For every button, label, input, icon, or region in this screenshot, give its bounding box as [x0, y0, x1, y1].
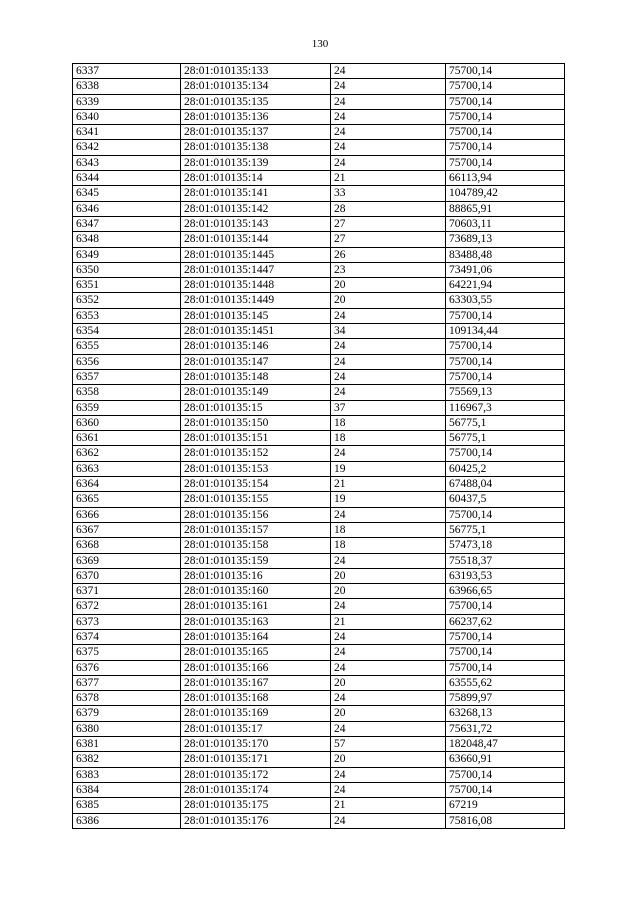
table-row — [73, 813, 565, 828]
table-row — [73, 782, 565, 797]
row-number-cell: 6341 — [73, 125, 181, 140]
row-number-cell: 6381 — [73, 737, 181, 752]
row-number-cell: 6370 — [73, 568, 181, 583]
area-cell: 24 — [331, 79, 446, 94]
table-row — [73, 660, 565, 675]
area-cell: 24 — [331, 721, 446, 736]
area-cell: 21 — [331, 477, 446, 492]
row-number-cell: 6366 — [73, 507, 181, 522]
cadastral-number-cell: 28:01:010135:146 — [181, 339, 331, 354]
table-row — [73, 339, 565, 354]
area-cell: 27 — [331, 232, 446, 247]
row-number-cell: 6354 — [73, 324, 181, 339]
row-number-cell: 6362 — [73, 446, 181, 461]
value-cell: 75700,14 — [446, 354, 565, 369]
row-number-cell: 6338 — [73, 79, 181, 94]
value-cell: 75700,14 — [446, 79, 565, 94]
area-cell: 28 — [331, 201, 446, 216]
row-number-cell: 6373 — [73, 614, 181, 629]
area-cell: 24 — [331, 599, 446, 614]
area-cell: 24 — [331, 369, 446, 384]
table-row — [73, 538, 565, 553]
table-row — [73, 262, 565, 277]
cadastral-number-cell: 28:01:010135:16 — [181, 568, 331, 583]
area-cell: 20 — [331, 675, 446, 690]
table-row — [73, 400, 565, 415]
value-cell: 75700,14 — [446, 308, 565, 323]
area-cell: 24 — [331, 507, 446, 522]
table-row — [73, 645, 565, 660]
table-row — [73, 109, 565, 124]
area-cell: 20 — [331, 278, 446, 293]
table-row — [73, 171, 565, 186]
row-number-cell: 6357 — [73, 369, 181, 384]
row-number-cell: 6371 — [73, 584, 181, 599]
table-row — [73, 737, 565, 752]
cadastral-number-cell: 28:01:010135:139 — [181, 155, 331, 170]
value-cell: 75700,14 — [446, 507, 565, 522]
cadastral-number-cell: 28:01:010135:172 — [181, 767, 331, 782]
cadastral-number-cell: 28:01:010135:164 — [181, 629, 331, 644]
table-row — [73, 629, 565, 644]
table-row — [73, 584, 565, 599]
value-cell: 56775,1 — [446, 431, 565, 446]
table-row — [73, 308, 565, 323]
area-cell: 20 — [331, 568, 446, 583]
cadastral-number-cell: 28:01:010135:158 — [181, 538, 331, 553]
area-cell: 20 — [331, 752, 446, 767]
table-row — [73, 385, 565, 400]
row-number-cell: 6350 — [73, 262, 181, 277]
table-row — [73, 278, 565, 293]
value-cell: 63303,55 — [446, 293, 565, 308]
value-cell: 75700,14 — [446, 782, 565, 797]
area-cell: 24 — [331, 308, 446, 323]
row-number-cell: 6376 — [73, 660, 181, 675]
row-number-cell: 6358 — [73, 385, 181, 400]
cadastral-number-cell: 28:01:010135:133 — [181, 64, 331, 79]
row-number-cell: 6346 — [73, 201, 181, 216]
area-cell: 23 — [331, 262, 446, 277]
row-number-cell: 6384 — [73, 782, 181, 797]
area-cell: 27 — [331, 216, 446, 231]
row-number-cell: 6383 — [73, 767, 181, 782]
row-number-cell: 6379 — [73, 706, 181, 721]
row-number-cell: 6365 — [73, 492, 181, 507]
area-cell: 24 — [331, 94, 446, 109]
cadastral-number-cell: 28:01:010135:138 — [181, 140, 331, 155]
value-cell: 182048,47 — [446, 737, 565, 752]
row-number-cell: 6377 — [73, 675, 181, 690]
value-cell: 75700,14 — [446, 155, 565, 170]
area-cell: 24 — [331, 813, 446, 828]
value-cell: 75700,14 — [446, 629, 565, 644]
value-cell: 67488,04 — [446, 477, 565, 492]
cadastral-number-cell: 28:01:010135:1445 — [181, 247, 331, 262]
row-number-cell: 6337 — [73, 64, 181, 79]
value-cell: 75700,14 — [446, 446, 565, 461]
cadastral-number-cell: 28:01:010135:136 — [181, 109, 331, 124]
cadastral-number-cell: 28:01:010135:174 — [181, 782, 331, 797]
table-row — [73, 232, 565, 247]
table-row — [73, 94, 565, 109]
value-cell: 64221,94 — [446, 278, 565, 293]
cadastral-number-cell: 28:01:010135:17 — [181, 721, 331, 736]
area-cell: 20 — [331, 293, 446, 308]
value-cell: 63966,65 — [446, 584, 565, 599]
cadastral-number-cell: 28:01:010135:154 — [181, 477, 331, 492]
value-cell: 63660,91 — [446, 752, 565, 767]
value-cell: 88865,91 — [446, 201, 565, 216]
cadastral-number-cell: 28:01:010135:1447 — [181, 262, 331, 277]
area-cell: 18 — [331, 431, 446, 446]
row-number-cell: 6368 — [73, 538, 181, 553]
cadastral-number-cell: 28:01:010135:150 — [181, 415, 331, 430]
row-number-cell: 6349 — [73, 247, 181, 262]
area-cell: 24 — [331, 125, 446, 140]
row-number-cell: 6382 — [73, 752, 181, 767]
value-cell: 75518,37 — [446, 553, 565, 568]
table-row — [73, 324, 565, 339]
table-row — [73, 614, 565, 629]
table-row — [73, 186, 565, 201]
table-row — [73, 155, 565, 170]
table-row — [73, 553, 565, 568]
cadastral-number-cell: 28:01:010135:157 — [181, 522, 331, 537]
area-cell: 20 — [331, 584, 446, 599]
row-number-cell: 6360 — [73, 415, 181, 430]
value-cell: 57473,18 — [446, 538, 565, 553]
cadastral-number-cell: 28:01:010135:145 — [181, 308, 331, 323]
cadastral-number-cell: 28:01:010135:156 — [181, 507, 331, 522]
table-row — [73, 507, 565, 522]
area-cell: 18 — [331, 415, 446, 430]
table-row — [73, 706, 565, 721]
row-number-cell: 6361 — [73, 431, 181, 446]
area-cell: 20 — [331, 706, 446, 721]
area-cell: 24 — [331, 64, 446, 79]
area-cell: 24 — [331, 553, 446, 568]
cadastral-number-cell: 28:01:010135:143 — [181, 216, 331, 231]
value-cell: 75700,14 — [446, 767, 565, 782]
cadastral-number-cell: 28:01:010135:149 — [181, 385, 331, 400]
area-cell: 24 — [331, 155, 446, 170]
cadastral-number-cell: 28:01:010135:147 — [181, 354, 331, 369]
area-cell: 21 — [331, 171, 446, 186]
area-cell: 24 — [331, 767, 446, 782]
row-number-cell: 6363 — [73, 461, 181, 476]
table-row — [73, 461, 565, 476]
table-row — [73, 568, 565, 583]
cadastral-number-cell: 28:01:010135:160 — [181, 584, 331, 599]
cadastral-number-cell: 28:01:010135:176 — [181, 813, 331, 828]
table-row — [73, 431, 565, 446]
cadastral-number-cell: 28:01:010135:159 — [181, 553, 331, 568]
area-cell: 19 — [331, 461, 446, 476]
row-number-cell: 6359 — [73, 400, 181, 415]
value-cell: 66237,62 — [446, 614, 565, 629]
cadastral-number-cell: 28:01:010135:144 — [181, 232, 331, 247]
cadastral-number-cell: 28:01:010135:14 — [181, 171, 331, 186]
value-cell: 75700,14 — [446, 369, 565, 384]
area-cell: 21 — [331, 798, 446, 813]
table-row — [73, 369, 565, 384]
row-number-cell: 6356 — [73, 354, 181, 369]
table-row — [73, 125, 565, 140]
area-cell: 24 — [331, 446, 446, 461]
row-number-cell: 6367 — [73, 522, 181, 537]
cadastral-number-cell: 28:01:010135:165 — [181, 645, 331, 660]
row-number-cell: 6369 — [73, 553, 181, 568]
value-cell: 75700,14 — [446, 125, 565, 140]
table-row — [73, 216, 565, 231]
area-cell: 24 — [331, 782, 446, 797]
area-cell: 24 — [331, 645, 446, 660]
cadastral-number-cell: 28:01:010135:155 — [181, 492, 331, 507]
table-row — [73, 691, 565, 706]
cadastral-number-cell: 28:01:010135:1449 — [181, 293, 331, 308]
value-cell: 60437,5 — [446, 492, 565, 507]
value-cell: 67219 — [446, 798, 565, 813]
value-cell: 56775,1 — [446, 522, 565, 537]
table-row — [73, 64, 565, 79]
row-number-cell: 6375 — [73, 645, 181, 660]
row-number-cell: 6342 — [73, 140, 181, 155]
cadastral-number-cell: 28:01:010135:161 — [181, 599, 331, 614]
row-number-cell: 6347 — [73, 216, 181, 231]
row-number-cell: 6339 — [73, 94, 181, 109]
cadastral-number-cell: 28:01:010135:175 — [181, 798, 331, 813]
row-number-cell: 6343 — [73, 155, 181, 170]
area-cell: 33 — [331, 186, 446, 201]
table-row — [73, 293, 565, 308]
row-number-cell: 6386 — [73, 813, 181, 828]
table-row — [73, 522, 565, 537]
row-number-cell: 6353 — [73, 308, 181, 323]
value-cell: 83488,48 — [446, 247, 565, 262]
value-cell: 73689,13 — [446, 232, 565, 247]
cadastral-number-cell: 28:01:010135:1451 — [181, 324, 331, 339]
value-cell: 75700,14 — [446, 94, 565, 109]
value-cell: 109134,44 — [446, 324, 565, 339]
value-cell: 75700,14 — [446, 660, 565, 675]
table-row — [73, 415, 565, 430]
value-cell: 63268,13 — [446, 706, 565, 721]
table-row — [73, 247, 565, 262]
cadastral-number-cell: 28:01:010135:1448 — [181, 278, 331, 293]
table-row — [73, 752, 565, 767]
value-cell: 60425,2 — [446, 461, 565, 476]
value-cell: 75700,14 — [446, 599, 565, 614]
value-cell: 75700,14 — [446, 64, 565, 79]
value-cell: 75631,72 — [446, 721, 565, 736]
row-number-cell: 6348 — [73, 232, 181, 247]
area-cell: 24 — [331, 691, 446, 706]
row-number-cell: 6352 — [73, 293, 181, 308]
area-cell: 24 — [331, 140, 446, 155]
row-number-cell: 6372 — [73, 599, 181, 614]
table-row — [73, 599, 565, 614]
value-cell: 75700,14 — [446, 140, 565, 155]
cadastral-number-cell: 28:01:010135:141 — [181, 186, 331, 201]
table-row — [73, 446, 565, 461]
value-cell: 56775,1 — [446, 415, 565, 430]
area-cell: 34 — [331, 324, 446, 339]
value-cell: 63555,62 — [446, 675, 565, 690]
table-row — [73, 140, 565, 155]
value-cell: 63193,53 — [446, 568, 565, 583]
area-cell: 24 — [331, 629, 446, 644]
table-row — [73, 79, 565, 94]
row-number-cell: 6364 — [73, 477, 181, 492]
row-number-cell: 6351 — [73, 278, 181, 293]
cadastral-number-cell: 28:01:010135:166 — [181, 660, 331, 675]
value-cell: 66113,94 — [446, 171, 565, 186]
area-cell: 26 — [331, 247, 446, 262]
cadastral-number-cell: 28:01:010135:170 — [181, 737, 331, 752]
area-cell: 24 — [331, 660, 446, 675]
cadastral-number-cell: 28:01:010135:167 — [181, 675, 331, 690]
cadastral-number-cell: 28:01:010135:137 — [181, 125, 331, 140]
area-cell: 18 — [331, 522, 446, 537]
row-number-cell: 6378 — [73, 691, 181, 706]
cadastral-number-cell: 28:01:010135:168 — [181, 691, 331, 706]
value-cell: 75700,14 — [446, 339, 565, 354]
area-cell: 24 — [331, 385, 446, 400]
value-cell: 75700,14 — [446, 645, 565, 660]
row-number-cell: 6355 — [73, 339, 181, 354]
table-body — [73, 64, 565, 829]
cadastral-number-cell: 28:01:010135:171 — [181, 752, 331, 767]
value-cell: 75899,97 — [446, 691, 565, 706]
row-number-cell: 6344 — [73, 171, 181, 186]
row-number-cell: 6345 — [73, 186, 181, 201]
area-cell: 24 — [331, 339, 446, 354]
row-number-cell: 6385 — [73, 798, 181, 813]
cadastral-number-cell: 28:01:010135:15 — [181, 400, 331, 415]
table-row — [73, 201, 565, 216]
value-cell: 75569,13 — [446, 385, 565, 400]
row-number-cell: 6374 — [73, 629, 181, 644]
row-number-cell: 6380 — [73, 721, 181, 736]
value-cell: 104789,42 — [446, 186, 565, 201]
value-cell: 73491,06 — [446, 262, 565, 277]
cadastral-number-cell: 28:01:010135:134 — [181, 79, 331, 94]
registry-table — [72, 63, 565, 829]
area-cell: 21 — [331, 614, 446, 629]
table-row — [73, 675, 565, 690]
cadastral-number-cell: 28:01:010135:152 — [181, 446, 331, 461]
value-cell: 70603,11 — [446, 216, 565, 231]
table-row — [73, 721, 565, 736]
value-cell: 75700,14 — [446, 109, 565, 124]
area-cell: 37 — [331, 400, 446, 415]
page-number: 130 — [311, 38, 329, 50]
table-row — [73, 767, 565, 782]
cadastral-number-cell: 28:01:010135:169 — [181, 706, 331, 721]
value-cell: 116967,3 — [446, 400, 565, 415]
area-cell: 19 — [331, 492, 446, 507]
value-cell: 75816,08 — [446, 813, 565, 828]
table-row — [73, 354, 565, 369]
table-row — [73, 798, 565, 813]
cadastral-number-cell: 28:01:010135:153 — [181, 461, 331, 476]
area-cell: 57 — [331, 737, 446, 752]
area-cell: 18 — [331, 538, 446, 553]
cadastral-number-cell: 28:01:010135:163 — [181, 614, 331, 629]
cadastral-number-cell: 28:01:010135:148 — [181, 369, 331, 384]
area-cell: 24 — [331, 109, 446, 124]
area-cell: 24 — [331, 354, 446, 369]
cadastral-number-cell: 28:01:010135:151 — [181, 431, 331, 446]
cadastral-number-cell: 28:01:010135:135 — [181, 94, 331, 109]
table-row — [73, 477, 565, 492]
table-row — [73, 492, 565, 507]
row-number-cell: 6340 — [73, 109, 181, 124]
cadastral-number-cell: 28:01:010135:142 — [181, 201, 331, 216]
